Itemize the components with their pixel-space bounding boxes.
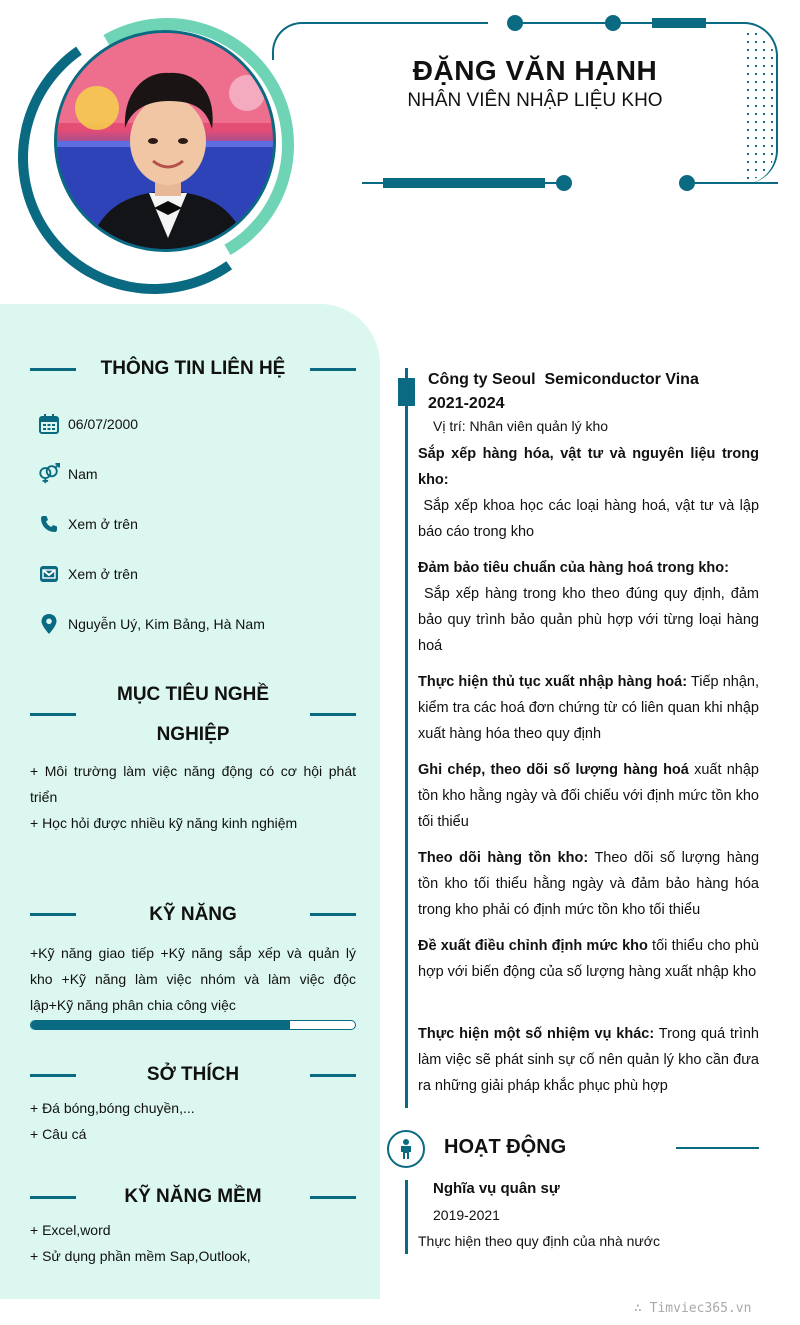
timeline-marker [398, 378, 415, 406]
phone-icon [38, 513, 60, 535]
duty-text: Sắp xếp hàng trong kho theo đúng quy định, đảm bảo quy trình bảo quản phù hợp với từng loại hàng hoá [418, 586, 764, 654]
duty-title: Theo dõi hàng tồn kho: [418, 850, 589, 866]
header-dot-pattern [744, 30, 774, 180]
duty-text: tối thiểu cho phù hợp với biến động của số lượng hàng xuất nhập kho [418, 938, 759, 980]
objective-heading-line2: NGHIỆP [156, 724, 230, 745]
objective-heading-line1: MỤC TIÊU NGHỀ [117, 684, 269, 705]
header-dot [605, 15, 621, 31]
hobbies-text: + Đá bóng,bóng chuyền,... + Câu cá [30, 1100, 195, 1142]
company-name: Công ty Seoul Semiconductor Vina [428, 371, 699, 388]
calendar-icon [38, 413, 60, 435]
activity-timeline-line [405, 1180, 408, 1254]
skills-text: +Kỹ năng giao tiếp +Kỹ năng sắp xếp và quản lý kho +Kỹ năng làm việc nhóm và làm việc độc lập+Kỹ năng phân chia công việc [30, 945, 356, 1013]
header-bar [383, 178, 545, 188]
contact-birthdate [38, 412, 138, 436]
duty-text: xuất nhập tồn kho hằng ngày và đối chiếu với định mức tồn kho tối thiểu [418, 762, 759, 830]
soft-skills-heading: KỸ NĂNG MỀM [124, 1186, 262, 1207]
contact-gender [38, 462, 98, 486]
duty-item [418, 441, 764, 545]
candidate-name: ĐẶNG VĂN HẠNH [412, 55, 658, 86]
activity-description: Thực hiện theo quy định của nhà nước [418, 1233, 660, 1249]
header-dot [556, 175, 572, 191]
section-divider [310, 713, 356, 716]
activities-heading: HOẠT ĐỘNG [444, 1136, 567, 1158]
experience-company [428, 368, 758, 416]
duty-item [418, 757, 759, 835]
contact-address [38, 612, 265, 636]
avatar [54, 30, 276, 252]
duty-title: Ghi chép, theo dõi số lượng hàng hoá [418, 762, 689, 778]
duty-title: Thực hiện một số nhiệm vụ khác: [418, 1026, 655, 1042]
duty-item [418, 845, 759, 923]
duty-item [418, 669, 759, 747]
header-bar [652, 18, 706, 28]
experience-position: Vị trí: Nhân viên quản lý kho [433, 418, 609, 434]
duty-title: Sắp xếp hàng hóa, vật tư và nguyên liệu trong kho: [418, 446, 759, 488]
contact-heading: THÔNG TIN LIÊN HỆ [100, 358, 286, 379]
contact-text: Xem ở trên [68, 516, 138, 532]
duty-text: Tiếp nhận, kiểm tra các hoá đơn chứng từ có liên quan khi nhập xuất hàng hóa theo quy định [418, 674, 759, 742]
duty-item [418, 555, 764, 659]
header-dot [507, 15, 523, 31]
activity-title: Nghĩa vụ quân sự [433, 1180, 560, 1197]
contact-text: 06/07/2000 [68, 416, 139, 432]
activity-period: 2019-2021 [433, 1207, 500, 1223]
duty-item [418, 1021, 759, 1099]
duty-title: Đảm bảo tiêu chuẩn của hàng hoá trong kho: [418, 560, 729, 576]
skill-level-fill [31, 1021, 290, 1029]
contact-email [38, 562, 138, 586]
contact-text: Nguyễn Uý, Kim Bảng, Hà Nam [68, 616, 265, 632]
company-period: 2021-2024 [428, 395, 505, 412]
duty-item [418, 933, 759, 985]
duty-title: Thực hiện thủ tục xuất nhập hàng hoá: [418, 674, 688, 690]
duty-text: Sắp xếp khoa học các loại hàng hoá, vật tư và lập báo cáo trong kho [418, 498, 764, 540]
contact-phone [38, 512, 138, 536]
timeline-line [405, 368, 408, 1108]
soft-skills-text: + Excel,word + Sử dụng phần mềm Sap,Outlook, [30, 1222, 251, 1264]
watermark: ∴ Timviec365.vn [634, 1301, 752, 1316]
location-icon [38, 613, 60, 635]
email-icon [38, 563, 60, 585]
duty-text: Theo dõi số lượng hàng tồn kho tối thiểu hằng ngày và đảm bảo hàng hóa trong kho phải có định mức tồn kho tối thiểu [418, 850, 760, 918]
activity-person-icon [387, 1130, 425, 1168]
contact-text: Nam [68, 466, 98, 482]
hobbies-heading: SỞ THÍCH [146, 1064, 240, 1085]
section-divider [30, 713, 76, 716]
objective-text: + Môi trường làm việc năng động có cơ hội phát triển + Học hỏi được nhiều kỹ năng kinh nghiệm [30, 763, 356, 831]
candidate-job-title: NHÂN VIÊN NHẬP LIỆU KHO [407, 90, 663, 111]
avatar-portrait [57, 33, 276, 252]
section-divider [676, 1147, 759, 1149]
duty-title: Đề xuất điều chỉnh định mức kho [418, 938, 648, 954]
skills-heading: KỸ NĂNG [149, 904, 237, 925]
duty-text: Trong quá trình làm việc sẽ phát sinh sự cố nên quản lý kho cần đưa ra những giải pháp khắc phục phù hợp [418, 1026, 759, 1094]
header-dot [679, 175, 695, 191]
skill-level-bar [30, 1020, 356, 1030]
gender-icon [38, 463, 60, 485]
contact-text: Xem ở trên [68, 566, 138, 582]
